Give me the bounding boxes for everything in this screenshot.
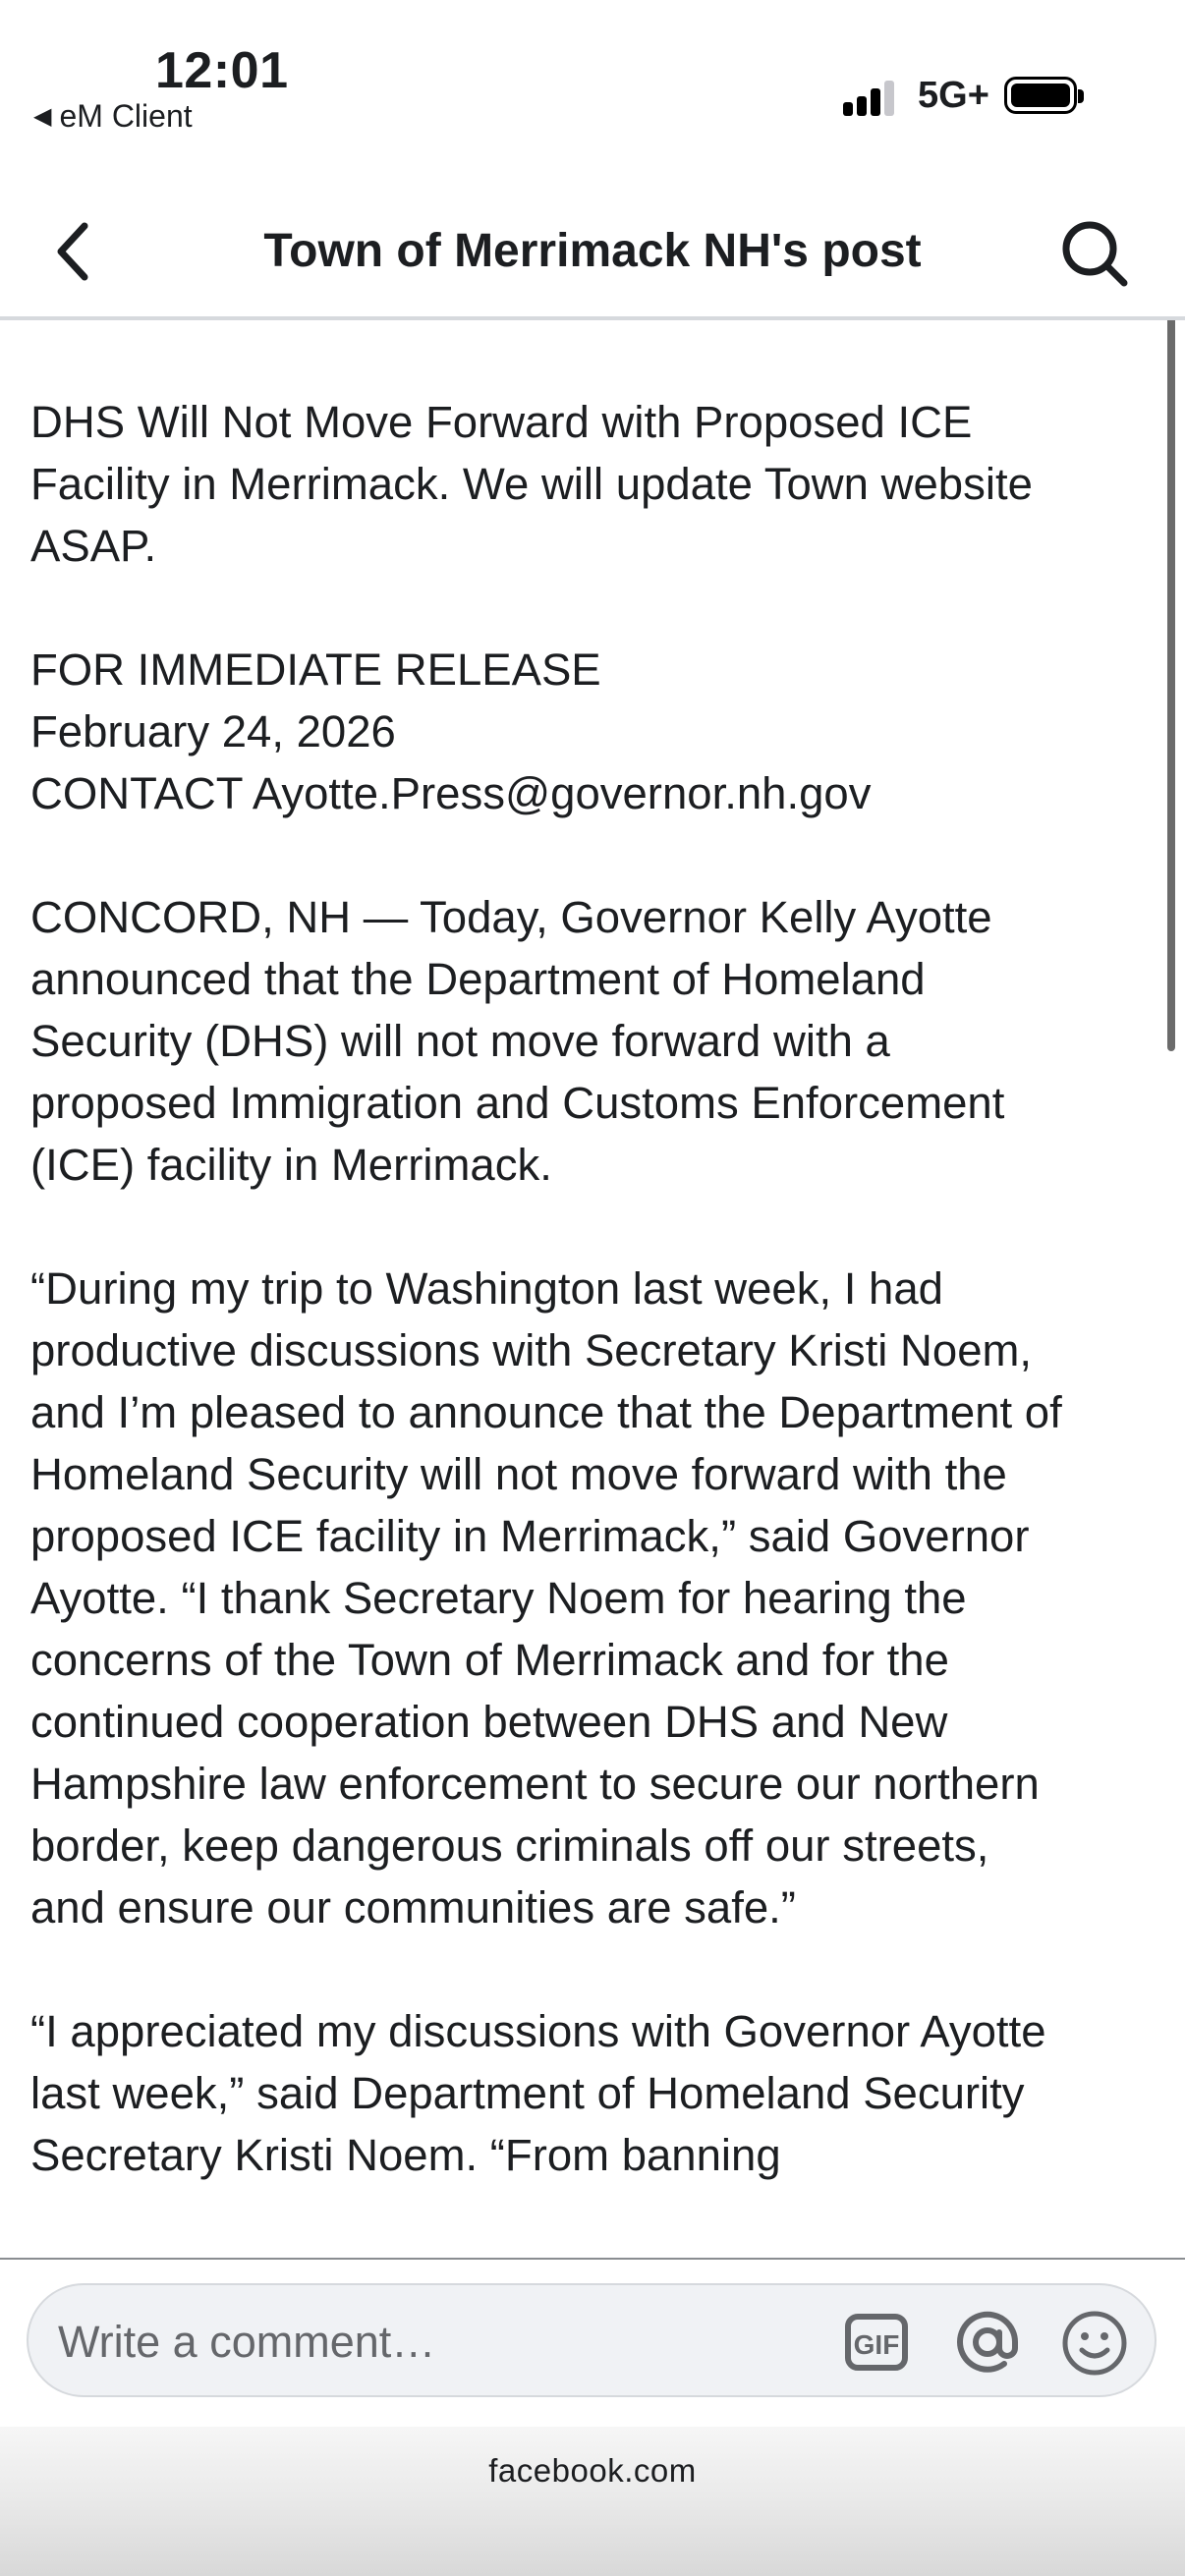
back-triangle-icon: ◀: [33, 103, 52, 130]
comment-box: [27, 2283, 1157, 2397]
post-header: [0, 187, 1185, 320]
back-app-label: eM Client: [59, 98, 193, 134]
status-bar: [0, 0, 1185, 147]
comment-input[interactable]: [58, 2315, 824, 2370]
post-paragraph: “During my trip to Washington last week, I had productive discussions with Secretary Kristi Noem, and I’m pleased to announce that the Department of Homeland Security will not move forward with the proposed ICE facility in Merrimack,” said Governor Ayotte. “I thank Secretary Noem for hearing the concerns of the Town of Merrimack and for the continued cooperation between DHS and New Hampshire law enforcement to secure our northern border, keep dangerous criminals off our streets, and ensure our communities are safe.”: [30, 1263, 1062, 1932]
gif-icon[interactable]: [844, 2313, 909, 2372]
status-time: 12:01: [155, 42, 289, 99]
back-to-app-link[interactable]: [33, 98, 193, 135]
svg-text:GIF: GIF: [853, 2329, 900, 2360]
browser-bottom-bar: [0, 2427, 1185, 2576]
comment-composer: [0, 2258, 1185, 2427]
post-body: [30, 320, 1072, 2258]
post-paragraph: FOR IMMEDIATE RELEASE February 24, 2026 CONTACT Ayotte.Press@governor.nh.gov: [30, 644, 872, 818]
battery-icon: [1004, 77, 1077, 114]
post-paragraph: “I appreciated my discussions with Governor Ayotte last week,” said Department of Homeland Security Secretary Kristi Noem. “From banning: [30, 2006, 1046, 2180]
cellular-signal-icon: [843, 81, 898, 116]
network-type: 5G+: [918, 75, 989, 116]
at-icon[interactable]: [952, 2307, 1023, 2378]
search-icon[interactable]: [1057, 216, 1132, 291]
post-paragraph: CONCORD, NH — Today, Governor Kelly Ayotte announced that the Department of Homeland Security (DHS) will not move forward with a proposed Immigration and Customs Enforcement (ICE) facility in Merrimack.: [30, 892, 1005, 1190]
page-title: Town of Merrimack NH's post: [263, 225, 922, 277]
scrollbar[interactable]: [1167, 285, 1175, 1051]
url-label[interactable]: facebook.com: [488, 2452, 697, 2489]
smile-icon[interactable]: [1060, 2309, 1129, 2378]
post-paragraph: DHS Will Not Move Forward with Proposed ICE Facility in Merrimack. We will update Town website ASAP.: [30, 397, 1033, 571]
